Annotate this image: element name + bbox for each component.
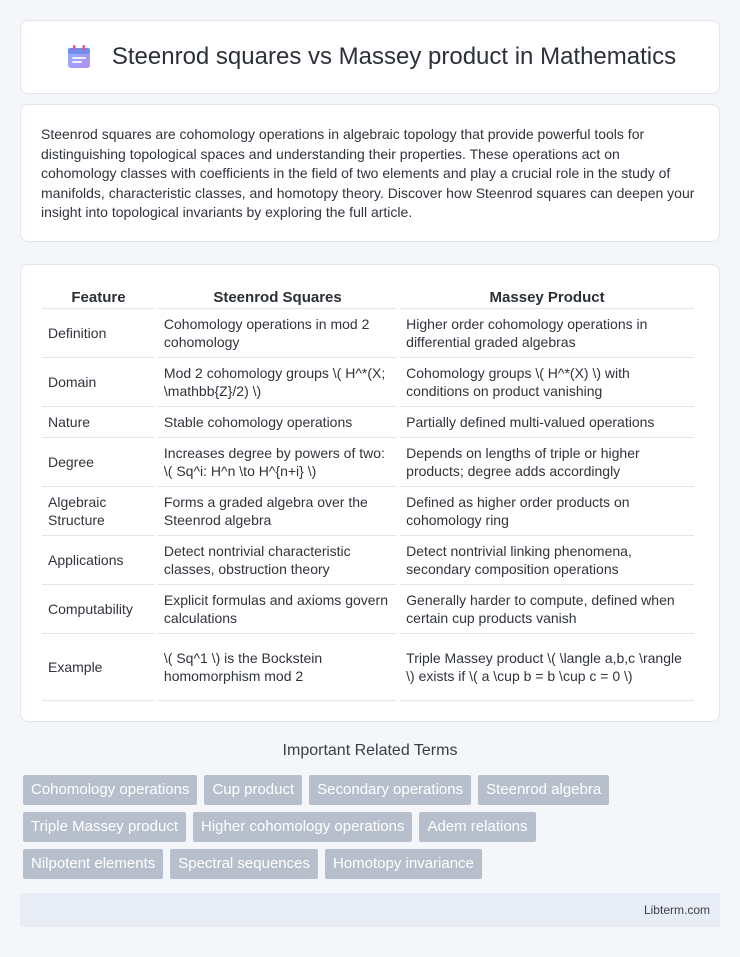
comparison-card: [20, 264, 720, 722]
row-feature: Degree: [42, 438, 155, 487]
tag-triple-massey-product[interactable]: Triple Massey product: [23, 812, 186, 842]
intro-card: [20, 104, 720, 242]
tag-cohomology-operations[interactable]: Cohomology operations: [23, 775, 197, 805]
table-row: [42, 585, 694, 634]
row-steenrod: Explicit formulas and axioms govern calculations: [158, 585, 397, 634]
header-steenrod: Steenrod Squares: [158, 285, 397, 309]
row-massey: Cohomology groups \( H^*(X) \) with conditions on product vanishing: [400, 358, 694, 407]
row-massey: Depends on lengths of triple or higher products; degree adds accordingly: [400, 438, 694, 487]
row-feature: Algebraic Structure: [42, 487, 155, 536]
tag-spectral-sequences[interactable]: Spectral sequences: [170, 849, 318, 879]
row-feature: Example: [42, 634, 155, 701]
table-row: [42, 634, 694, 701]
tag-steenrod-algebra[interactable]: Steenrod algebra: [478, 775, 609, 805]
footer-site-link[interactable]: Libterm.com: [643, 903, 710, 917]
page-title: Steenrod squares vs Massey product in Mathematics: [111, 43, 677, 70]
tag-homotopy-invariance[interactable]: Homotopy invariance: [325, 849, 482, 879]
comparison-table: [39, 285, 697, 701]
tag-row: [23, 812, 723, 842]
row-steenrod: Forms a graded algebra over the Steenrod algebra: [158, 487, 397, 536]
row-feature: Domain: [42, 358, 155, 407]
row-steenrod: Stable cohomology operations: [158, 407, 397, 438]
row-steenrod: Increases degree by powers of two: \( Sq^i: H^n \to H^{n+i} \): [158, 438, 397, 487]
table-row: [42, 358, 694, 407]
table-row: [42, 536, 694, 585]
row-feature: Nature: [42, 407, 155, 438]
row-steenrod: \( Sq^1 \) is the Bockstein homomorphism mod 2: [158, 634, 397, 701]
row-massey: Detect nontrivial linking phenomena, secondary composition operations: [400, 536, 694, 585]
related-terms-title: Important Related Terms: [282, 742, 458, 759]
row-feature: Applications: [42, 536, 155, 585]
table-row: [42, 407, 694, 438]
tag-cup-product[interactable]: Cup product: [204, 775, 302, 805]
related-terms: [23, 775, 723, 886]
header-massey: Massey Product: [400, 285, 694, 309]
table-row: [42, 487, 694, 536]
table-header-row: [42, 285, 694, 309]
tag-secondary-operations[interactable]: Secondary operations: [309, 775, 471, 805]
row-massey: Triple Massey product \( \langle a,b,c \rangle \) exists if \( a \cup b = b \cup c = 0 \): [400, 634, 694, 701]
tag-row: [23, 775, 723, 805]
row-feature: Computability: [42, 585, 155, 634]
tag-nilpotent-elements[interactable]: Nilpotent elements: [23, 849, 163, 879]
header-card: [20, 20, 720, 94]
tag-higher-cohomology-operations[interactable]: Higher cohomology operations: [193, 812, 412, 842]
tag-adem-relations[interactable]: Adem relations: [419, 812, 535, 842]
row-massey: Higher order cohomology operations in differential graded algebras: [400, 309, 694, 358]
footer: [20, 893, 720, 927]
row-massey: Partially defined multi-valued operations: [400, 407, 694, 438]
calendar-icon: [64, 42, 94, 72]
row-steenrod: Detect nontrivial characteristic classes, obstruction theory: [158, 536, 397, 585]
table-row: [42, 438, 694, 487]
row-massey: Generally harder to compute, defined when certain cup products vanish: [400, 585, 694, 634]
row-massey: Defined as higher order products on cohomology ring: [400, 487, 694, 536]
intro-text: Steenrod squares are cohomology operations in algebraic topology that provide powerful tools for distinguishing topological spaces and understanding their properties. These operations act on cohomology classes with coefficients in the field of two elements and play a crucial role in the study of manifolds, characteristic classes, and homotopy theory. Discover how Steenrod squares can deepen your insight into topological invariants by exploring the full article.: [41, 126, 695, 220]
row-steenrod: Mod 2 cohomology groups \( H^*(X; \mathbb{Z}/2) \): [158, 358, 397, 407]
header-feature: Feature: [42, 285, 155, 309]
row-steenrod: Cohomology operations in mod 2 cohomology: [158, 309, 397, 358]
tag-row: [23, 849, 723, 879]
table-row: [42, 309, 694, 358]
row-feature: Definition: [42, 309, 155, 358]
